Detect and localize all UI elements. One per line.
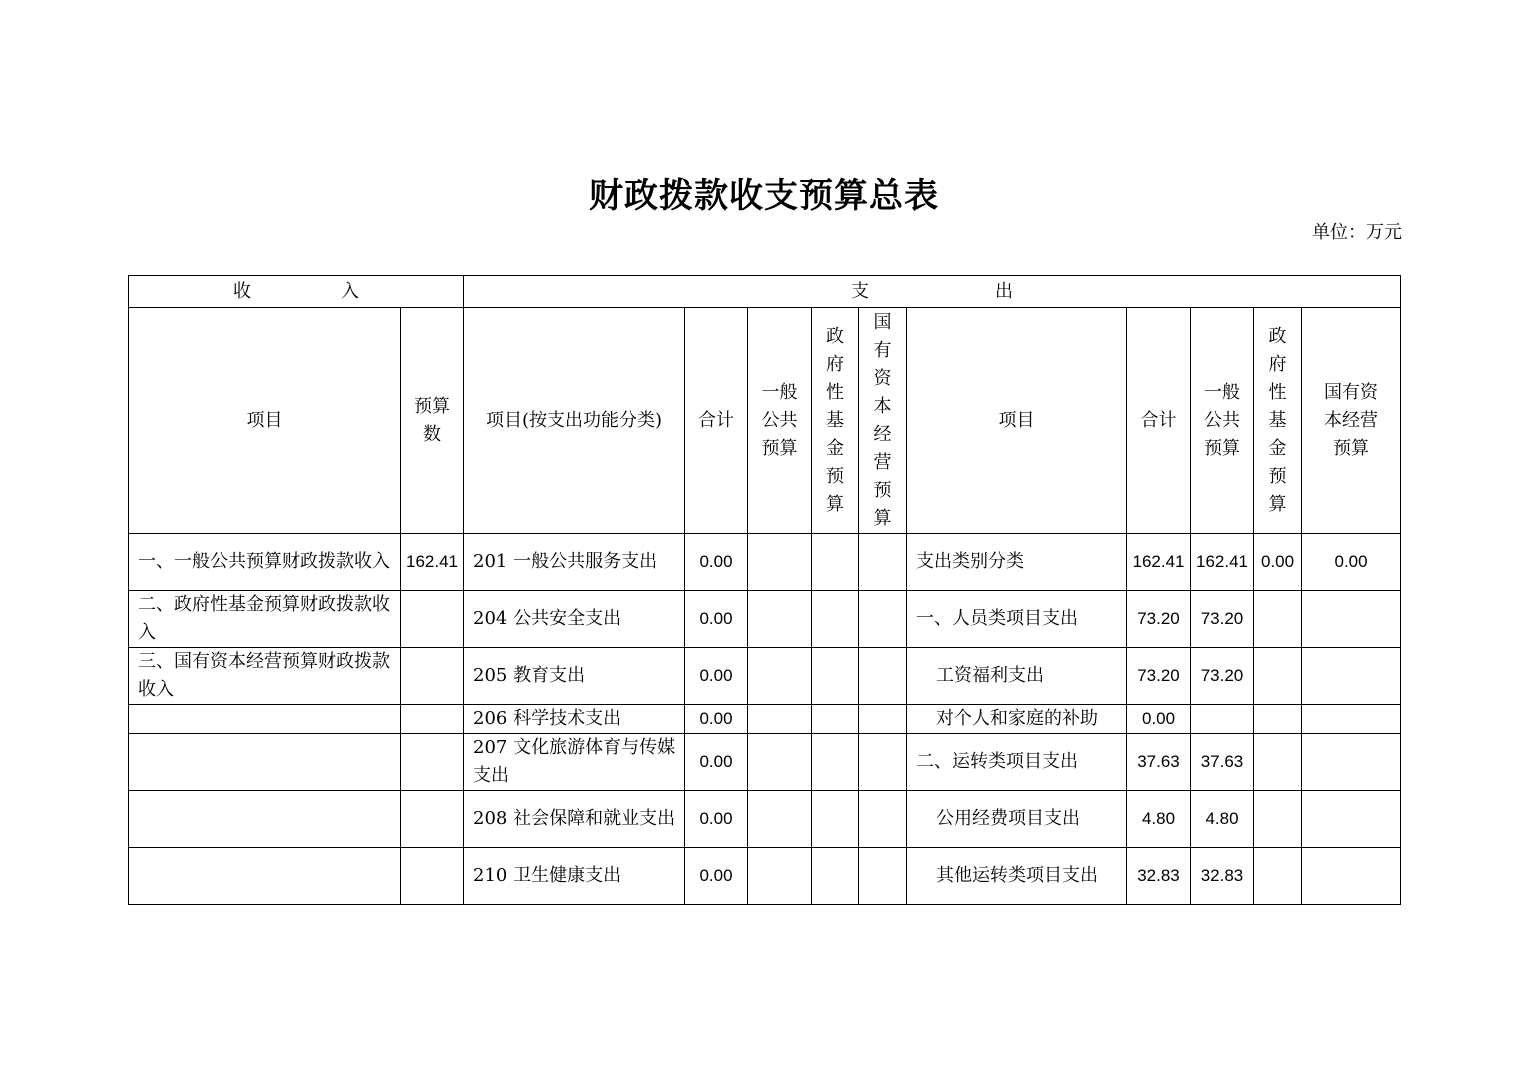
income-budget-cell: 162.41 — [401, 534, 464, 591]
func-item-cell: 204 公共安全支出 — [464, 591, 685, 648]
func-state-capital-cell — [859, 648, 907, 705]
header-econ-gov-fund: 政府性基金预算 — [1254, 308, 1302, 534]
func-gov-fund-cell — [812, 848, 859, 905]
func-state-capital-cell — [859, 705, 907, 734]
econ-general-cell: 37.63 — [1191, 734, 1254, 791]
func-general-cell — [748, 734, 812, 791]
income-item-cell: 一、一般公共预算财政拨款收入 — [129, 534, 401, 591]
func-general-cell — [748, 848, 812, 905]
income-section-header: 收 入 — [129, 276, 464, 308]
econ-general-cell: 73.20 — [1191, 591, 1254, 648]
econ-total-cell: 162.41 — [1127, 534, 1191, 591]
header-econ-state-capital: 国有资本经营预算 — [1302, 308, 1401, 534]
income-budget-cell — [401, 591, 464, 648]
econ-gov-fund-cell: 0.00 — [1254, 534, 1302, 591]
func-item-cell: 206 科学技术支出 — [464, 705, 685, 734]
econ-item-cell: 工资福利支出 — [907, 648, 1127, 705]
econ-total-cell: 4.80 — [1127, 791, 1191, 848]
econ-general-cell — [1191, 705, 1254, 734]
page-title: 财政拨款收支预算总表 — [589, 176, 939, 216]
column-header-row — [129, 308, 1401, 534]
income-budget-cell — [401, 648, 464, 705]
func-gov-fund-cell — [812, 534, 859, 591]
econ-gov-fund-cell — [1254, 591, 1302, 648]
func-item-cell: 201 一般公共服务支出 — [464, 534, 685, 591]
income-budget-cell — [401, 705, 464, 734]
header-func-general: 一般公共预算 — [748, 308, 812, 534]
func-total-cell: 0.00 — [685, 791, 748, 848]
section-header-row — [129, 276, 1401, 308]
econ-item-cell: 对个人和家庭的补助 — [907, 705, 1127, 734]
income-item-cell — [129, 705, 401, 734]
func-state-capital-cell — [859, 848, 907, 905]
table-row — [129, 848, 1401, 905]
func-state-capital-cell — [859, 534, 907, 591]
income-item-cell — [129, 734, 401, 791]
func-item-cell: 210 卫生健康支出 — [464, 848, 685, 905]
income-item-cell — [129, 848, 401, 905]
econ-item-cell: 支出类别分类 — [907, 534, 1127, 591]
func-total-cell: 0.00 — [685, 591, 748, 648]
func-state-capital-cell — [859, 591, 907, 648]
header-func-gov-fund: 政府性基金预算 — [812, 308, 859, 534]
econ-item-cell: 一、人员类项目支出 — [907, 591, 1127, 648]
func-general-cell — [748, 648, 812, 705]
func-total-cell: 0.00 — [685, 648, 748, 705]
econ-total-cell: 0.00 — [1127, 705, 1191, 734]
table-row — [129, 705, 1401, 734]
econ-gov-fund-cell — [1254, 791, 1302, 848]
econ-gov-fund-cell — [1254, 734, 1302, 791]
func-gov-fund-cell — [812, 705, 859, 734]
income-item-cell — [129, 791, 401, 848]
header-econ-item: 项目 — [907, 308, 1127, 534]
econ-item-cell: 其他运转类项目支出 — [907, 848, 1127, 905]
func-general-cell — [748, 791, 812, 848]
func-total-cell: 0.00 — [685, 705, 748, 734]
func-total-cell: 0.00 — [685, 848, 748, 905]
income-budget-cell — [401, 791, 464, 848]
econ-total-cell: 73.20 — [1127, 648, 1191, 705]
func-item-cell: 207 文化旅游体育与传媒支出 — [464, 734, 685, 791]
income-budget-cell — [401, 848, 464, 905]
func-state-capital-cell — [859, 734, 907, 791]
budget-table — [128, 275, 1401, 905]
econ-total-cell: 73.20 — [1127, 591, 1191, 648]
func-gov-fund-cell — [812, 791, 859, 848]
func-item-cell: 205 教育支出 — [464, 648, 685, 705]
table-row — [129, 534, 1401, 591]
table-row — [129, 734, 1401, 791]
econ-state-capital-cell — [1302, 734, 1401, 791]
header-econ-total: 合计 — [1127, 308, 1191, 534]
econ-state-capital-cell — [1302, 591, 1401, 648]
econ-state-capital-cell — [1302, 791, 1401, 848]
income-item-cell: 三、国有资本经营预算财政拨款收入 — [129, 648, 401, 705]
econ-state-capital-cell — [1302, 705, 1401, 734]
func-total-cell: 0.00 — [685, 734, 748, 791]
header-econ-general: 一般公共预算 — [1191, 308, 1254, 534]
unit-label: 单位：万元 — [1312, 222, 1402, 243]
econ-total-cell: 32.83 — [1127, 848, 1191, 905]
func-gov-fund-cell — [812, 591, 859, 648]
func-gov-fund-cell — [812, 648, 859, 705]
econ-item-cell: 二、运转类项目支出 — [907, 734, 1127, 791]
func-item-cell: 208 社会保障和就业支出 — [464, 791, 685, 848]
header-func-item: 项目(按支出功能分类) — [464, 308, 685, 534]
econ-gov-fund-cell — [1254, 848, 1302, 905]
econ-general-cell: 32.83 — [1191, 848, 1254, 905]
func-gov-fund-cell — [812, 734, 859, 791]
header-func-total: 合计 — [685, 308, 748, 534]
econ-general-cell: 4.80 — [1191, 791, 1254, 848]
func-general-cell — [748, 705, 812, 734]
income-item-cell: 二、政府性基金预算财政拨款收入 — [129, 591, 401, 648]
econ-state-capital-cell — [1302, 648, 1401, 705]
func-total-cell: 0.00 — [685, 534, 748, 591]
econ-state-capital-cell — [1302, 848, 1401, 905]
header-income-budget: 预算数 — [401, 308, 464, 534]
econ-general-cell: 162.41 — [1191, 534, 1254, 591]
income-budget-cell — [401, 734, 464, 791]
econ-general-cell: 73.20 — [1191, 648, 1254, 705]
econ-gov-fund-cell — [1254, 648, 1302, 705]
econ-total-cell: 37.63 — [1127, 734, 1191, 791]
econ-item-cell: 公用经费项目支出 — [907, 791, 1127, 848]
table-row — [129, 791, 1401, 848]
func-state-capital-cell — [859, 791, 907, 848]
econ-gov-fund-cell — [1254, 705, 1302, 734]
table-row — [129, 648, 1401, 705]
expense-section-header: 支 出 — [464, 276, 1401, 308]
header-income-item: 项目 — [129, 308, 401, 534]
table-row — [129, 591, 1401, 648]
econ-state-capital-cell: 0.00 — [1302, 534, 1401, 591]
func-general-cell — [748, 534, 812, 591]
header-func-state-capital: 国有资本经营预算 — [859, 308, 907, 534]
func-general-cell — [748, 591, 812, 648]
